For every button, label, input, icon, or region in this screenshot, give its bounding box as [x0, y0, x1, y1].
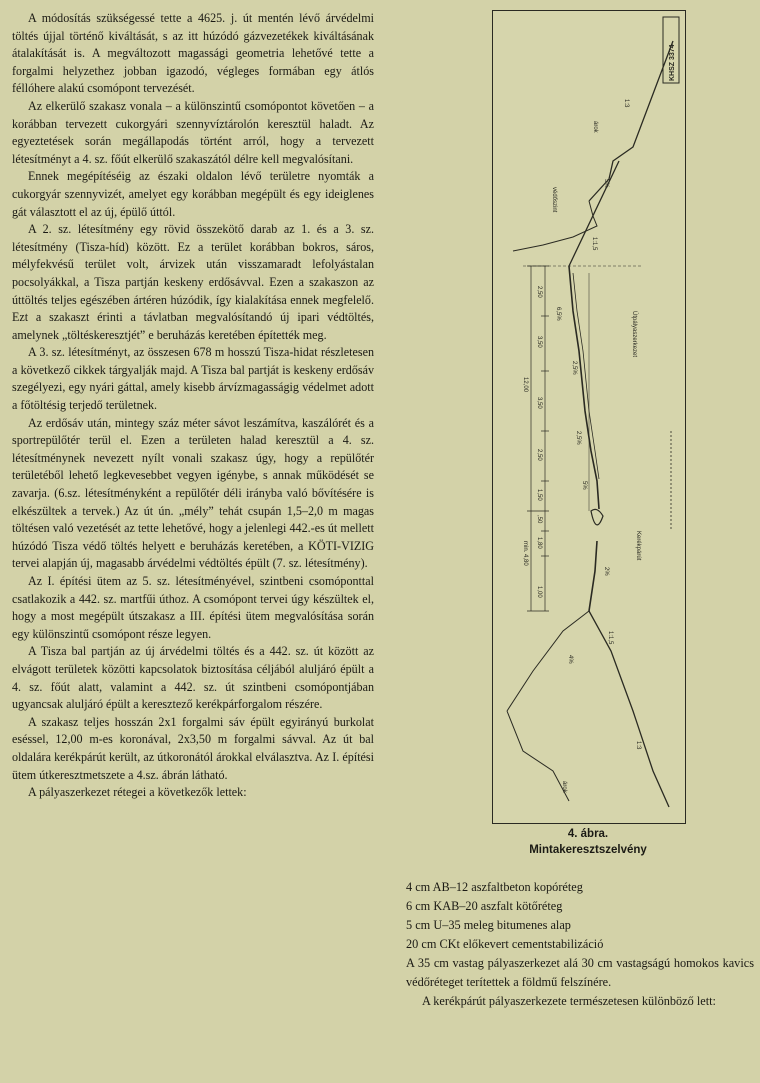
paragraph: A módosítás szükségessé tette a 4625. j. út mentén lévő árvédelmi töltés újjal történő kiváltását, s az itt húzódó gázvezetékek kiváltásának átalakítását is. A megváltozott magassági geometria lehetővé tette a forgalmi helyzethez jobban igazodó, végleges formában egy átlós féllóhere alakú csomópont tervezését.: [12, 11, 374, 96]
figure-title: Mintakeresztszelvény: [529, 844, 647, 856]
paragraph: Az erdősáv után, mintegy száz méter sávot leszámítva, kaszálórét és a sportrepülőtér terül el. Ezen a területen halad keresztül a 4. sz. létesítménynek nevezett nyílt vonali szakasz úgy, hogy a repülőtér területéből lehető legkevesebbet vegyen igénybe, s annak működését se zavarja. (6.sz. létesítményként a repülőtér déli irányba való bővítésére is elkészültek a tervek.) Az út ún. „mély” tehát csupán 1,5–2,0 m magas töltésen való vezetését az tette lehetővé, hogy a jelenlegi 442.-es út mellett húzódó Tisza védő töltés helyett e beruházás keretében, a KÖTI-VIZIG tervei alapján új, magasabb árvédelmi védtöltés épült (7. sz. létesítmény).: [12, 415, 374, 571]
paragraph: A kerékpárút pályaszerkezete természetesen különböző lett:: [422, 994, 716, 1008]
cycle-pct-label: 2%: [603, 567, 609, 576]
dim-12-label: 12,00: [522, 377, 528, 393]
road-surface-line: [569, 266, 599, 509]
lower-ground-line: [507, 611, 589, 711]
dim-label: 3,50: [536, 397, 542, 409]
slope-label-2: 1:1,5: [591, 237, 597, 251]
dim-label: ,50: [536, 515, 542, 524]
figure-number: 4. ábra.: [567, 828, 609, 840]
dim-label: 1,80: [536, 537, 542, 549]
layer-line: 6 cm KAB–20 aszfalt kötőréteg: [406, 899, 563, 913]
separating-ditch: [591, 509, 603, 525]
paragraph: A szakasz teljes hosszán 2x1 forgalmi sáv épült egyirányú burkolat eséssel, 12,00 m-es koronával, 2x3,50 m forgalmi sávval. Az út bal oldalára kerékpárút került, az útkoronától árokkal elválasztva. Az I. építési ütem útkeresztmetszete a 4.sz. ábrán látható.: [12, 714, 374, 782]
slope-label-3: 1:1,5: [607, 631, 613, 645]
layer-line: 20 cm CKt előkevert cementstabilizáció: [406, 937, 604, 951]
paragraph: A Tisza bal partján az új árvédelmi töltés és a 442. sz. út között az elvágott területek közötti kapcsolatok biztosítása céljából aluljáró épült a 4. sz. főút alatt, valamint a 442. sz. út szintbeni csomópontjában ugyancsak aluljáró épült a keresztező kerékpárforgalom részére.: [12, 644, 374, 712]
slope-pct-label: 2,5%: [575, 431, 581, 445]
cycle-path-surface: [589, 541, 597, 611]
slope-pct-label: 5%: [603, 179, 609, 188]
protection-level-label: védőszint: [551, 187, 557, 213]
dim-label: 1,50: [536, 489, 542, 501]
figure-caption: [492, 826, 684, 858]
dim-label: 1,00: [536, 586, 542, 598]
ditch-label-top: árok: [592, 121, 598, 133]
road-layer-line: [573, 273, 599, 479]
ditch-label-bottom: árok: [561, 781, 567, 793]
article-text-left-column: [12, 10, 374, 802]
layer-line: 4 cm AB–12 aszfaltbeton kopóréteg: [406, 880, 583, 894]
slope-label: 1:3: [623, 99, 629, 108]
stamp-text: KHSZ 3374: [669, 44, 676, 81]
paragraph: A 35 cm vastag pályaszerkezet alá 30 cm vastagságú homokos kavics védőréteget terítettek a földmű felszínére.: [406, 956, 754, 989]
slope-pct-label: 5%: [581, 481, 587, 490]
paragraph: Az elkerülő szakasz vonala – a különszintű csomópontot követően – a korábban tervezett cukorgyári szennyvíztárolón keresztül haladt. Az egyeztetések során megállapodás történt arról, hogy a tervezett létesítményt a 4. sz. főút elkerülő szakaszától délre kell megvalósítani.: [12, 98, 374, 166]
paragraph: Az I. építési ütem az 5. sz. létesítményével, szintbeni csomóponttal csatlakozik a 442. sz. martfűi úthoz. A csomópont tervei úgy készültek el, hogy a most megépült útszakasz a III. építési ütem megvalósítása során egy különszintű csomópont része legyen.: [12, 574, 374, 641]
slope-pct-label: 4%: [567, 655, 573, 664]
layer-line: 5 cm U–35 meleg bitumenes alap: [406, 918, 571, 932]
dim-label: 3,50: [536, 336, 542, 348]
slope-pct-label: 6,5%: [555, 307, 561, 321]
lower-slope-line: [589, 611, 669, 807]
pavement-layers-section: [406, 878, 754, 1011]
dim-label: 2,50: [536, 449, 542, 461]
paragraph: A 2. sz. létesítmény egy rövid összekötő darab az 1. és a 3. sz. létesítmény (Tisza-híd) között. Ez a terület korábban bokros, sáros, mélyfekvésű terület volt, árvizek után visszamaradt lefolyástalan pocsolyákkal, a Tisza partján keskeny erdősávval. Ezen a szakaszon az úttöltés teljes egészében ártéren húzódik, így kialakítása ennek megfelelő. Ezt a szakaszt érinti a távlatban megvalósítandó új ipari védtöltés, amelynek „töltéskeresztjét” e beruházás keretében építették meg.: [12, 222, 374, 342]
top-slope-line: [589, 41, 673, 201]
slope-label-4: 1:3: [635, 741, 641, 750]
dim-label: 2,50: [536, 286, 542, 298]
cross-section-svg: [493, 11, 685, 823]
lower-ditch-line: [507, 711, 569, 801]
cycle-path-label: Kerékpárút: [635, 531, 641, 561]
dim-label: min. 4,80: [522, 541, 528, 566]
paragraph: Ennek megépítéséig az északi oldalon lévő területre nyomták a cukorgyár szennyvizét, amelyet egy korábban megépült és egy ideiglenes gát választott el az új, épülő úttól.: [12, 169, 374, 219]
dimension-ticks: [527, 266, 549, 611]
slope-pct-label: 2,5%: [571, 361, 577, 375]
paragraph: A 3. sz. létesítményt, az összesen 678 m hosszú Tisza-hidat részletesen a következő cikkek tárgyalják majd. A Tisza bal partját is keskeny erdősáv szegélyezi, egy nyári gáttal, amely kisebb árvízmagasságig védelmet adott a főtöltésig terjedő területnek.: [12, 345, 374, 413]
pavement-label: Útpályaszerkezet: [631, 311, 637, 358]
cross-section-drawing: [492, 10, 686, 824]
paragraph: A pályaszerkezet rétegei a következők lettek:: [28, 785, 247, 800]
